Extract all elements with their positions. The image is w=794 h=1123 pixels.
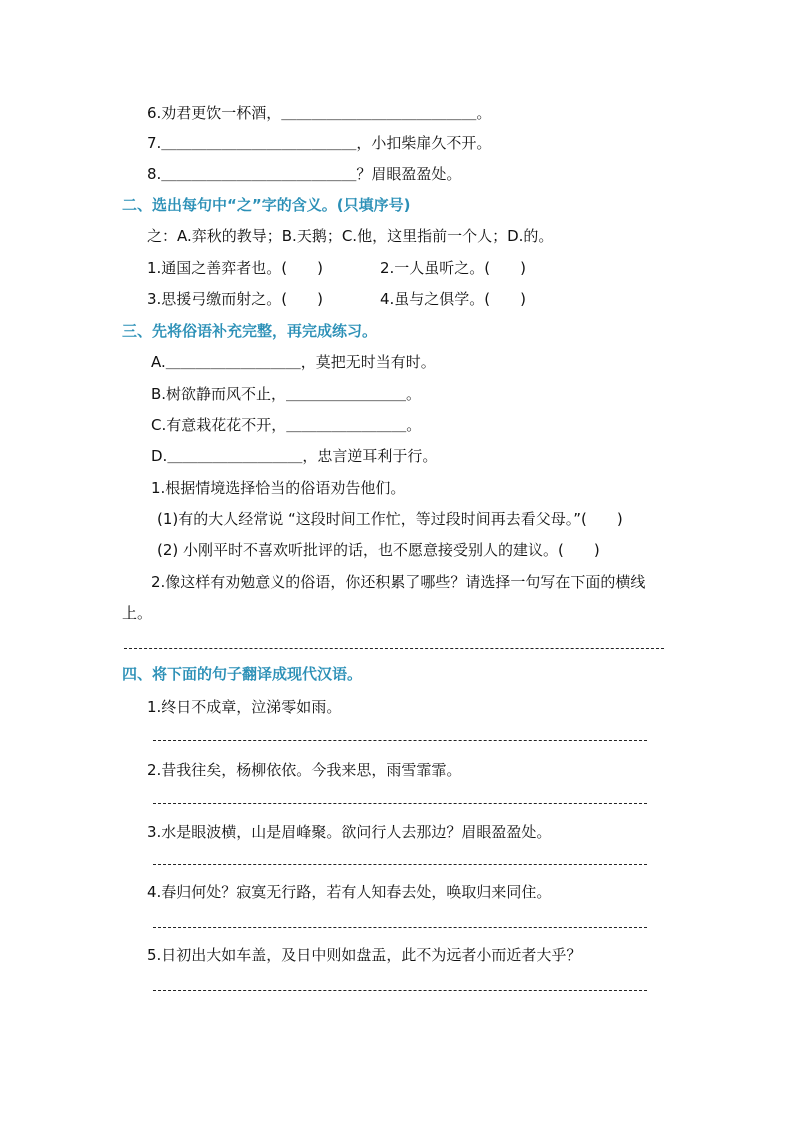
- proverb-question-2: 2.像这样有劝勉意义的俗语，你还积累了哪些？请选择一句写在下面的横线: [151, 573, 646, 591]
- proverb-question-1-2: (2) 小刚平时不喜欢听批评的话，也不愿意接受别人的建议。( ): [157, 541, 600, 559]
- translate-question-4: 4.春归何处？寂寞无行路，若有人知春去处，唤取归来同住。: [147, 883, 552, 901]
- answer-line[interactable]: [153, 990, 647, 991]
- answer-line[interactable]: [153, 864, 647, 865]
- answer-line[interactable]: [153, 740, 647, 741]
- proverb-question-2-cont: 上。: [122, 604, 153, 622]
- zhi-question-3: 3.思援弓缴而射之。( ): [147, 290, 324, 308]
- translate-question-3: 3.水是眼波横，山是眉峰聚。欲问行人去那边？眉眼盈盈处。: [147, 823, 552, 841]
- section-4-title: 四、将下面的句子翻译成现代汉语。: [122, 665, 363, 683]
- poem-fill-item-6: 6.劝君更饮一杯酒，＿＿＿＿＿＿＿＿＿＿＿＿＿。: [147, 104, 492, 122]
- section-2-title: 二、选出每句中“之”字的含义。(只填序号): [122, 196, 411, 214]
- translate-question-1: 1.终日不成章，泣涕零如雨。: [147, 698, 342, 716]
- proverb-a: A.＿＿＿＿＿＿＿＿＿，莫把无时当有时。: [151, 353, 436, 371]
- zhi-question-2: 2.一人虽听之。( ): [380, 259, 527, 277]
- poem-fill-item-7: 7.＿＿＿＿＿＿＿＿＿＿＿＿＿，小扣柴扉久不开。: [147, 134, 492, 152]
- translate-question-2: 2.昔我往矣，杨柳依依。今我来思，雨雪霏霏。: [147, 761, 462, 779]
- proverb-question-1-1: (1)有的大人经常说 “这段时间工作忙，等过段时间再去看父母。”( ): [157, 510, 623, 528]
- section-3-title: 三、先将俗语补充完整，再完成练习。: [122, 322, 378, 340]
- proverb-c: C.有意栽花花不开，＿＿＿＿＿＿＿＿。: [151, 416, 422, 434]
- poem-fill-item-8: 8.＿＿＿＿＿＿＿＿＿＿＿＿＿？眉眼盈盈处。: [147, 165, 462, 183]
- answer-line[interactable]: [153, 927, 647, 928]
- zhi-question-4: 4.虽与之俱学。( ): [380, 290, 527, 308]
- proverb-question-1: 1.根据情境选择恰当的俗语劝告他们。: [151, 479, 406, 497]
- answer-line[interactable]: [124, 648, 664, 649]
- proverb-d: D.＿＿＿＿＿＿＿＿＿，忠言逆耳利于行。: [151, 447, 438, 465]
- zhi-question-1: 1.通国之善弈者也。( ): [147, 259, 324, 277]
- proverb-b: B.树欲静而风不止，＿＿＿＿＿＿＿＿。: [151, 385, 422, 403]
- zhi-meaning-options: 之：A.弈秋的教导；B.天鹅；C.他，这里指前一个人；D.的。: [147, 227, 554, 245]
- translate-question-5: 5.日初出大如车盖，及日中则如盘盂，此不为远者小而近者大乎？: [147, 946, 582, 964]
- answer-line[interactable]: [153, 803, 647, 804]
